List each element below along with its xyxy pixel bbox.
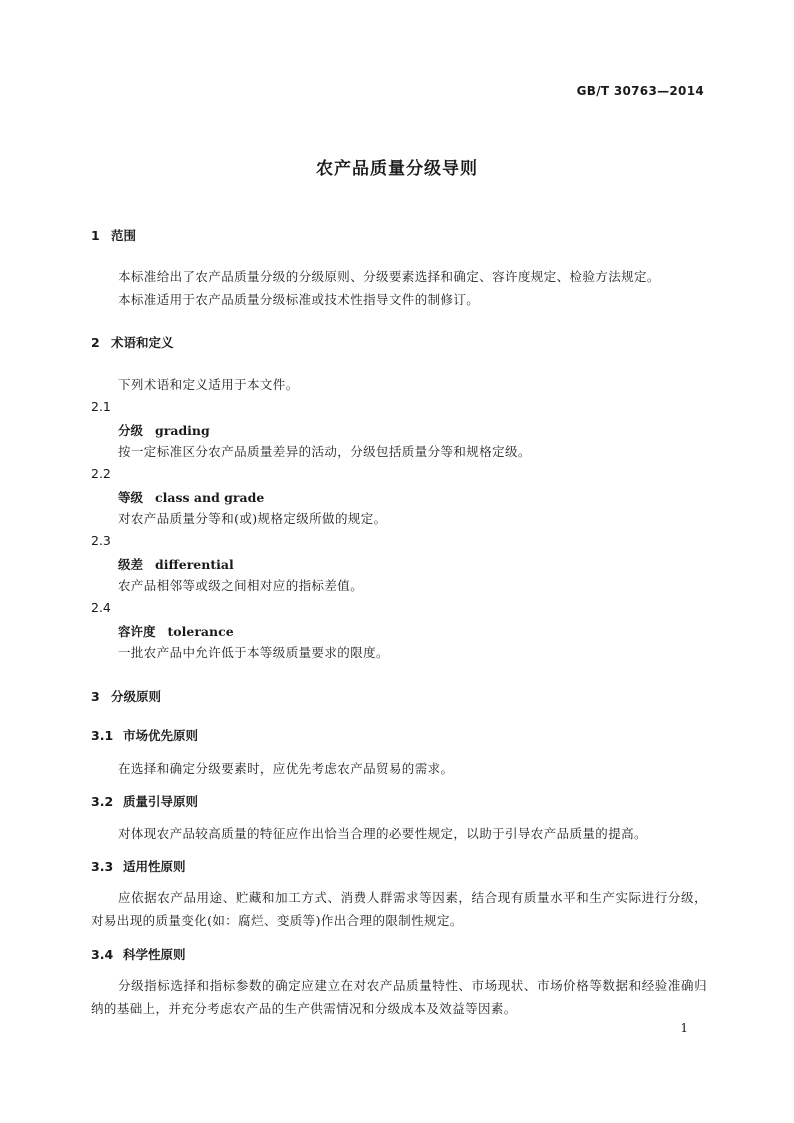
- paragraph: 本标准适用于农产品质量分级标准或技术性指导文件的制修订。: [118, 292, 480, 307]
- term-heading: [118, 622, 234, 640]
- term-number: 2.1: [91, 399, 111, 414]
- section-number: 3: [91, 689, 100, 704]
- paragraph: 应依据农产品用途、贮藏和加工方式、消费人群需求等因素，结合现有质量水平和生产实际进行分级，对易出现的质量变化(如：腐烂、变质等)作出合理的限制性规定。: [91, 890, 707, 928]
- term-zh: 等级: [118, 490, 144, 505]
- section-3-heading: [91, 687, 161, 705]
- term-definition: 农产品相邻等或级之间相对应的指标差值。: [118, 578, 364, 593]
- subsection-title: 市场优先原则: [123, 728, 199, 743]
- subsection-heading: [91, 945, 186, 963]
- standard-number: GB/T 30763—2014: [576, 84, 704, 98]
- term-en: grading: [155, 423, 210, 438]
- subsection-number: 3.1: [91, 728, 114, 743]
- section-1-heading: [91, 226, 136, 244]
- term-heading: [118, 488, 264, 506]
- term-heading: [118, 555, 234, 573]
- term-en: tolerance: [167, 624, 234, 639]
- section-number: 2: [91, 335, 100, 350]
- term-definition: 一批农产品中允许低于本等级质量要求的限度。: [118, 645, 389, 660]
- section-title: 范围: [111, 228, 137, 243]
- page-number: 1: [680, 1021, 688, 1035]
- section-2-heading: [91, 333, 174, 351]
- paragraph: 下列术语和定义适用于本文件。: [118, 377, 299, 392]
- term-definition: 按一定标准区分农产品质量差异的活动，分级包括质量分等和规格定级。: [118, 444, 531, 459]
- subsection-heading: [91, 792, 198, 810]
- term-en: class and grade: [155, 490, 265, 505]
- term-heading: [118, 421, 210, 439]
- paragraph: 在选择和确定分级要素时，应优先考虑农产品贸易的需求。: [118, 761, 454, 776]
- term-number: 2.2: [91, 466, 111, 481]
- paragraph: 分级指标选择和指标参数的确定应建立在对农产品质量特性、市场现状、市场价格等数据和经验准确归纳的基础上，并充分考虑农产品的生产供需情况和分级成本及效益等因素。: [91, 978, 707, 1016]
- term-zh: 级差: [118, 557, 144, 572]
- section-number: 1: [91, 228, 100, 243]
- subsection-title: 质量引导原则: [123, 794, 199, 809]
- paragraph: 本标准给出了农产品质量分级的分级原则、分级要素选择和确定、容许度规定、检验方法规定。: [118, 269, 660, 284]
- term-number: 2.4: [91, 600, 111, 615]
- section-title: 术语和定义: [111, 335, 174, 350]
- subsection-number: 3.3: [91, 859, 114, 874]
- subsection-heading: [91, 726, 198, 744]
- subsection-number: 3.4: [91, 947, 114, 962]
- subsection-number: 3.2: [91, 794, 114, 809]
- subsection-title: 科学性原则: [123, 947, 186, 962]
- paragraph: 对体现农产品较高质量的特征应作出恰当合理的必要性规定，以助于引导农产品质量的提高。: [118, 826, 647, 841]
- subsection-title: 适用性原则: [123, 859, 186, 874]
- term-zh: 分级: [118, 423, 144, 438]
- term-en: differential: [155, 557, 234, 572]
- term-definition: 对农产品质量分等和(或)规格定级所做的规定。: [118, 511, 387, 526]
- subsection-heading: [91, 857, 186, 875]
- section-title: 分级原则: [111, 689, 162, 704]
- term-number: 2.3: [91, 533, 111, 548]
- document-title: 农产品质量分级导则: [316, 159, 478, 179]
- term-zh: 容许度: [118, 624, 156, 639]
